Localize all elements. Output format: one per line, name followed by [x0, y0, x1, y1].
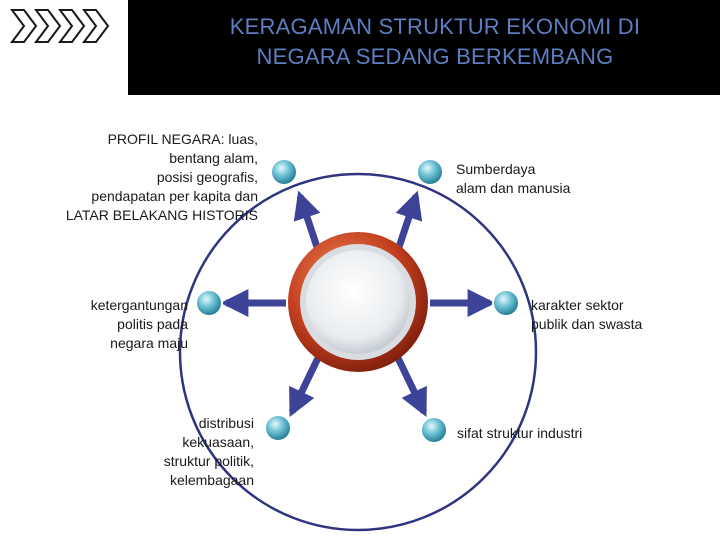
node-mid-left-icon	[196, 290, 222, 316]
title-line-2: NEGARA SEDANG BERKEMBANG	[256, 44, 614, 69]
node-top-left-icon	[271, 159, 297, 185]
node-bottom-right-icon	[421, 417, 447, 443]
label-mid-right: karakter sektor publik dan swasta	[531, 297, 643, 332]
label-top-left: PROFIL NEGARA: luas, bentang alam, posisi geografis, pendapatan per kapita dan LATAR BELAKANG HISTORIS	[65, 131, 258, 223]
label-bottom-right: sifat struktur industri	[457, 425, 583, 441]
node-top-right-icon	[417, 159, 443, 185]
arrow-bottom-right	[398, 358, 424, 412]
label-top-right: Sumberdaya alam dan manusia	[456, 161, 571, 196]
node-mid-right-icon	[493, 290, 519, 316]
center-hub-icon	[288, 232, 428, 372]
arrow-bottom-left	[292, 358, 318, 412]
node-bottom-left-icon	[265, 415, 291, 441]
double-chevron-icon	[10, 6, 120, 46]
label-bottom-left: distribusi kekuasaan, struktur politik, kelembagaan	[163, 415, 254, 488]
header-logo-block	[0, 0, 128, 95]
header-bar	[0, 0, 720, 95]
title-line-1: KERAGAMAN STRUKTUR EKONOMI DI	[229, 14, 641, 39]
page-title	[190, 12, 680, 72]
label-mid-left: ketergantungan politis pada negara maju	[90, 297, 188, 351]
